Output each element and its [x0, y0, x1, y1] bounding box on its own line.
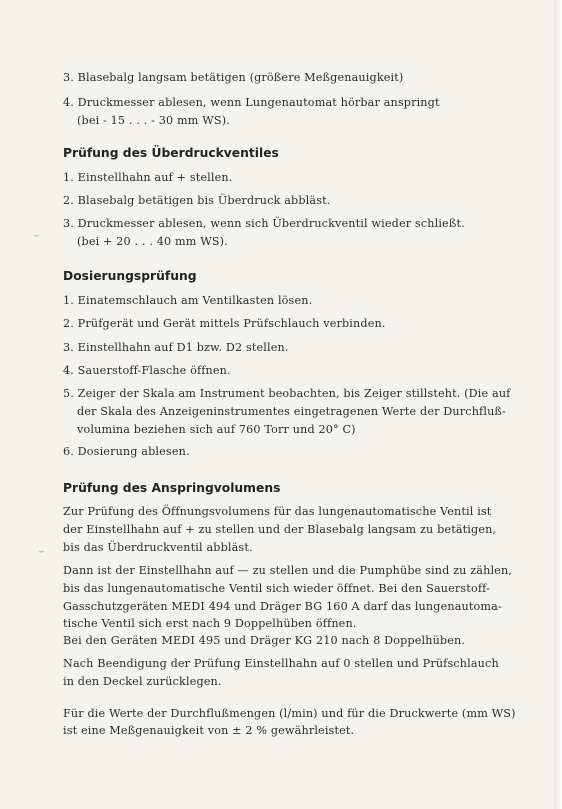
text-line: Zur Prüfung des Öffnungsvolumens für das lungenautomatische Ventil ist — [63, 505, 492, 518]
text-line: in den Deckel zurücklegen. — [63, 675, 222, 688]
text-line: 2. Blasebalg betätigen bis Überdruck abbläst. — [63, 194, 331, 207]
section-heading: Prüfung des Anspringvolumens — [63, 481, 281, 495]
text-line: Dann ist der Einstellhahn auf — zu stellen und die Pumphübe sind zu zählen, — [63, 564, 513, 577]
text-line: 3. Blasebalg langsam betätigen (größere Meßgenauigkeit) — [63, 71, 404, 84]
text-line: Bei den Geräten MEDI 495 und Dräger KG 210 nach 8 Doppelhüben. — [63, 634, 466, 647]
text-line: 5. Zeiger der Skala am Instrument beobachten, bis Zeiger stillsteht. (Die auf — [63, 387, 511, 400]
text-line: 4. Druckmesser ablesen, wenn Lungenautomat hörbar anspringt — [63, 96, 440, 109]
text-line: bis das lungenautomatische Ventil sich wieder öffnet. Bei den Sauerstoff- — [63, 582, 490, 595]
text-line: Gasschutzgeräten MEDI 494 und Dräger BG 160 A darf das lungenautoma- — [63, 600, 502, 613]
text-line: Nach Beendigung der Prüfung Einstellhahn auf 0 stellen und Prüfschlauch — [63, 657, 499, 670]
text-line: 1. Einatemschlauch am Ventilkasten lösen. — [63, 294, 313, 307]
text-line: volumina beziehen sich auf 760 Torr und 20° C) — [77, 423, 356, 436]
text-line: 6. Dosierung ablesen. — [63, 445, 190, 458]
text-line: 2. Prüfgerät und Gerät mittels Prüfschlauch verbinden. — [63, 317, 386, 330]
scan-mark: ⌣ — [33, 230, 40, 241]
text-line: bis das Überdruckventil abbläst. — [63, 541, 253, 554]
text-line: der Skala des Anzeigeninstrumentes eingetragenen Werte der Durchfluß- — [77, 405, 506, 418]
text-line: (bei + 20 . . . 40 mm WS). — [77, 235, 228, 248]
text-line: 4. Sauerstoff-Flasche öffnen. — [63, 364, 231, 377]
text-line: der Einstellhahn auf + zu stellen und der Blasebalg langsam zu betätigen, — [63, 523, 497, 536]
text-line: (bei - 15 . . . - 30 mm WS). — [77, 114, 230, 127]
text-line: Für die Werte der Durchflußmengen (l/min) und für die Druckwerte (mm WS) — [63, 707, 516, 720]
text-line: tische Ventil sich erst nach 9 Doppelhüben öffnen. — [63, 617, 357, 630]
text-line: ist eine Meßgenauigkeit von ± 2 % gewährleistet. — [63, 724, 355, 737]
scan-mark: ⌣ — [38, 546, 45, 557]
section-heading: Dosierungsprüfung — [63, 269, 197, 283]
text-line: 1. Einstellhahn auf + stellen. — [63, 171, 233, 184]
page-edge — [554, 0, 562, 809]
section-heading: Prüfung des Überdruckventiles — [63, 146, 279, 160]
text-line: 3. Einstellhahn auf D1 bzw. D2 stellen. — [63, 341, 289, 354]
text-line: 3. Druckmesser ablesen, wenn sich Überdruckventil wieder schließt. — [63, 217, 465, 230]
